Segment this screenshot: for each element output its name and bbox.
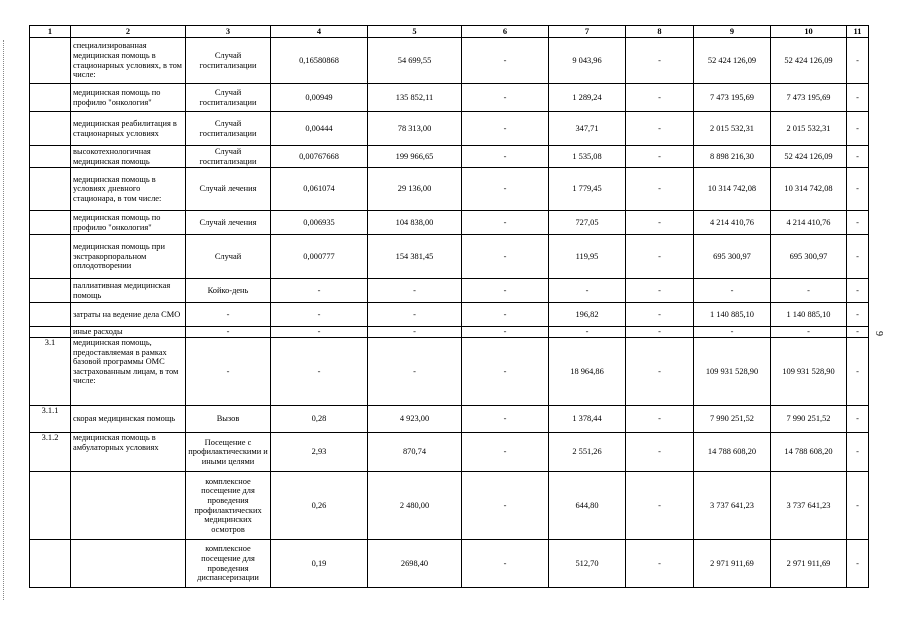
row-col9: 10 314 742,08 (694, 168, 771, 211)
row-col8: - (626, 472, 694, 540)
table-row (30, 540, 869, 588)
header-cell: 4 (271, 26, 368, 38)
row-col8: - (626, 540, 694, 588)
row-col11: - (847, 406, 869, 433)
row-description: медицинская реабилитация в стационарных условиях (71, 112, 186, 146)
row-col6: - (462, 211, 549, 235)
table-row (30, 84, 869, 112)
row-col10: - (771, 327, 847, 338)
header-cell: 8 (626, 26, 694, 38)
row-col10: 7 990 251,52 (771, 406, 847, 433)
row-number: 3.1 (30, 338, 71, 406)
row-col11: - (847, 84, 869, 112)
row-col6: - (462, 303, 549, 327)
row-col8: - (626, 279, 694, 303)
row-col7: - (549, 279, 626, 303)
row-col9: - (694, 279, 771, 303)
row-col6: - (462, 472, 549, 540)
row-col8: - (626, 338, 694, 406)
row-col6: - (462, 433, 549, 472)
row-number (30, 279, 71, 303)
row-col8: - (626, 327, 694, 338)
row-col5: 4 923,00 (368, 406, 462, 433)
row-col9: 14 788 608,20 (694, 433, 771, 472)
row-col6: - (462, 235, 549, 279)
row-col9: 7 473 195,69 (694, 84, 771, 112)
row-col7: 1 779,45 (549, 168, 626, 211)
row-col9: 109 931 528,90 (694, 338, 771, 406)
scan-edge-artifact (3, 40, 5, 600)
row-number (30, 327, 71, 338)
row-col11: - (847, 38, 869, 84)
row-col4: 0,19 (271, 540, 368, 588)
row-col7: 1 378,44 (549, 406, 626, 433)
table-row (30, 279, 869, 303)
row-col6: - (462, 168, 549, 211)
row-col8: - (626, 146, 694, 168)
row-col7: 196,82 (549, 303, 626, 327)
row-col4: - (271, 279, 368, 303)
row-unit: Случай (186, 235, 271, 279)
row-col10: 7 473 195,69 (771, 84, 847, 112)
row-col10: 14 788 608,20 (771, 433, 847, 472)
row-col9: 3 737 641,23 (694, 472, 771, 540)
row-col4: 0,061074 (271, 168, 368, 211)
header-cell: 2 (71, 26, 186, 38)
row-col10: - (771, 279, 847, 303)
row-col6: - (462, 338, 549, 406)
row-col9: 52 424 126,09 (694, 38, 771, 84)
row-unit: Койко-день (186, 279, 271, 303)
table-row (30, 146, 869, 168)
row-description: медицинская помощь по профилю "онкология" (71, 84, 186, 112)
row-col4: 0,26 (271, 472, 368, 540)
row-col10: 10 314 742,08 (771, 168, 847, 211)
row-description: медицинская помощь, предоставляемая в рамках базовой программы ОМС застрахованным лицам, в том числе: (71, 338, 186, 406)
row-col7: 119,95 (549, 235, 626, 279)
row-col10: 2 015 532,31 (771, 112, 847, 146)
row-number (30, 540, 71, 588)
row-col9: 1 140 885,10 (694, 303, 771, 327)
row-unit: комплексное посещение для проведения профилактических медицинских осмотров (186, 472, 271, 540)
row-col6: - (462, 327, 549, 338)
row-col8: - (626, 168, 694, 211)
row-col5: 2 480,00 (368, 472, 462, 540)
row-col5: 870,74 (368, 433, 462, 472)
row-unit: Случай лечения (186, 211, 271, 235)
table-header-row (30, 26, 869, 38)
row-col7: 2 551,26 (549, 433, 626, 472)
row-number: 3.1.2 (30, 433, 71, 472)
row-col10: 109 931 528,90 (771, 338, 847, 406)
row-unit: Случай лечения (186, 168, 271, 211)
row-col7: 727,05 (549, 211, 626, 235)
row-number (30, 168, 71, 211)
row-number (30, 303, 71, 327)
row-col6: - (462, 406, 549, 433)
row-col6: - (462, 540, 549, 588)
header-cell: 11 (847, 26, 869, 38)
row-col4: - (271, 338, 368, 406)
row-col7: 18 964,86 (549, 338, 626, 406)
row-col11: - (847, 540, 869, 588)
row-col10: 1 140 885,10 (771, 303, 847, 327)
row-col10: 3 737 641,23 (771, 472, 847, 540)
row-unit: Вызов (186, 406, 271, 433)
row-number (30, 146, 71, 168)
row-col11: - (847, 327, 869, 338)
row-description: медицинская помощь по профилю "онкология" (71, 211, 186, 235)
row-number (30, 38, 71, 84)
row-col5: - (368, 338, 462, 406)
row-col8: - (626, 235, 694, 279)
row-col7: 9 043,96 (549, 38, 626, 84)
row-description: скорая медицинская помощь (71, 406, 186, 433)
row-col7: 347,71 (549, 112, 626, 146)
header-cell: 1 (30, 26, 71, 38)
table-row (30, 211, 869, 235)
row-col9: 8 898 216,30 (694, 146, 771, 168)
row-col11: - (847, 235, 869, 279)
row-number (30, 112, 71, 146)
row-col10: 695 300,97 (771, 235, 847, 279)
row-description: медицинская помощь при экстракорпоральном оплодотворении (71, 235, 186, 279)
row-col4: 0,000777 (271, 235, 368, 279)
row-unit: Случай госпитализации (186, 112, 271, 146)
row-description: специализированная медицинская помощь в стационарных условиях, в том числе: (71, 38, 186, 84)
row-unit: - (186, 338, 271, 406)
row-col11: - (847, 338, 869, 406)
row-description: медицинская помощь в условиях дневного стационара, в том числе: (71, 168, 186, 211)
row-col4: - (271, 327, 368, 338)
row-col4: 0,28 (271, 406, 368, 433)
row-col7: 644,80 (549, 472, 626, 540)
row-col8: - (626, 112, 694, 146)
row-col5: 2698,40 (368, 540, 462, 588)
row-col6: - (462, 112, 549, 146)
row-col11: - (847, 433, 869, 472)
header-cell: 6 (462, 26, 549, 38)
header-cell: 5 (368, 26, 462, 38)
row-col8: - (626, 211, 694, 235)
row-number (30, 235, 71, 279)
table-row (30, 303, 869, 327)
header-cell: 7 (549, 26, 626, 38)
table-row (30, 327, 869, 338)
row-description: медицинская помощь в амбулаторных условиях (71, 433, 186, 472)
row-col4: 2,93 (271, 433, 368, 472)
row-col6: - (462, 146, 549, 168)
row-col5: 78 313,00 (368, 112, 462, 146)
row-col5: 54 699,55 (368, 38, 462, 84)
row-col5: 29 136,00 (368, 168, 462, 211)
row-unit: Посещение с профилактическими и иными целями (186, 433, 271, 472)
table-row (30, 38, 869, 84)
row-number (30, 84, 71, 112)
row-unit: - (186, 327, 271, 338)
row-col5: - (368, 303, 462, 327)
row-col5: 135 852,11 (368, 84, 462, 112)
budget-table (29, 25, 869, 588)
row-col9: 2 015 532,31 (694, 112, 771, 146)
row-col11: - (847, 303, 869, 327)
row-col8: - (626, 303, 694, 327)
row-col10: 52 424 126,09 (771, 146, 847, 168)
table-row (30, 235, 869, 279)
row-unit: Случай госпитализации (186, 38, 271, 84)
row-col4: 0,006935 (271, 211, 368, 235)
row-col7: 1 535,08 (549, 146, 626, 168)
row-description (71, 472, 186, 540)
row-description: высокотехнологичная медицинская помощь (71, 146, 186, 168)
row-unit: Случай госпитализации (186, 84, 271, 112)
row-col8: - (626, 406, 694, 433)
row-col8: - (626, 38, 694, 84)
table-row (30, 338, 869, 406)
row-col6: - (462, 38, 549, 84)
row-col6: - (462, 84, 549, 112)
row-col5: 199 966,65 (368, 146, 462, 168)
row-col11: - (847, 472, 869, 540)
table-row (30, 472, 869, 540)
row-col10: 52 424 126,09 (771, 38, 847, 84)
row-col9: 2 971 911,69 (694, 540, 771, 588)
table-row (30, 112, 869, 146)
row-col11: - (847, 168, 869, 211)
row-col4: 0,00949 (271, 84, 368, 112)
row-description: паллиативная медицинская помощь (71, 279, 186, 303)
row-description (71, 540, 186, 588)
row-unit: - (186, 303, 271, 327)
header-cell: 3 (186, 26, 271, 38)
row-col6: - (462, 279, 549, 303)
row-col8: - (626, 433, 694, 472)
row-col11: - (847, 279, 869, 303)
row-unit: Случай госпитализации (186, 146, 271, 168)
row-col4: 0,16580868 (271, 38, 368, 84)
row-col4: 0,00444 (271, 112, 368, 146)
page-number: 9 (873, 331, 884, 336)
row-col7: 512,70 (549, 540, 626, 588)
row-col11: - (847, 146, 869, 168)
row-description: иные расходы (71, 327, 186, 338)
row-col4: - (271, 303, 368, 327)
table-row (30, 406, 869, 433)
table-row (30, 433, 869, 472)
row-col4: 0,00767668 (271, 146, 368, 168)
row-description: затраты на ведение дела СМО (71, 303, 186, 327)
row-col9: 7 990 251,52 (694, 406, 771, 433)
row-unit: комплексное посещение для проведения диспансеризации (186, 540, 271, 588)
row-number (30, 472, 71, 540)
row-col9: 4 214 410,76 (694, 211, 771, 235)
row-col8: - (626, 84, 694, 112)
row-col9: - (694, 327, 771, 338)
row-col10: 2 971 911,69 (771, 540, 847, 588)
row-col5: - (368, 279, 462, 303)
row-col7: - (549, 327, 626, 338)
table-row (30, 168, 869, 211)
header-cell: 9 (694, 26, 771, 38)
row-col5: 104 838,00 (368, 211, 462, 235)
row-col5: 154 381,45 (368, 235, 462, 279)
row-number (30, 211, 71, 235)
row-col9: 695 300,97 (694, 235, 771, 279)
header-cell: 10 (771, 26, 847, 38)
row-number: 3.1.1 (30, 406, 71, 433)
row-col11: - (847, 112, 869, 146)
row-col5: - (368, 327, 462, 338)
row-col7: 1 289,24 (549, 84, 626, 112)
row-col10: 4 214 410,76 (771, 211, 847, 235)
row-col11: - (847, 211, 869, 235)
